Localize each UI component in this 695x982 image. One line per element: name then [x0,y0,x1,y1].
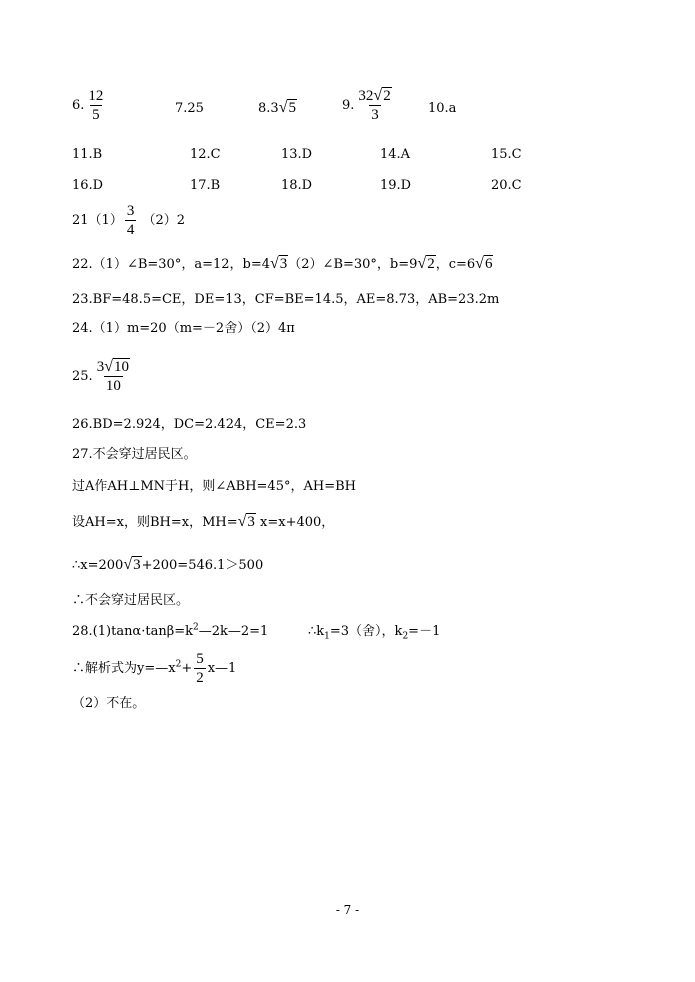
answer-27-line2: 过A作AH⊥MN于H，则∠ABH=45°，AH=BH [72,479,356,494]
answer-11: 11.B [72,147,103,162]
page-number: - 7 - [335,903,360,917]
answer-17: 17.B [190,178,221,193]
answer-15: 15.C [491,147,522,162]
answer-21: 21（1） $\frac{3}{4}$ （2）2 [72,203,186,238]
fraction-21: $\frac{3}{4}$ [126,203,135,238]
answer-9: 9. $\frac{32√2}{3}$ [342,88,396,123]
answer-16: 16.D [72,178,104,193]
answer-7: 7.25 [175,101,204,116]
answer-28-line1: $28.(1)\tan\alpha\cdot\tan\beta=k^2—2k—2=1$ [72,622,269,639]
fraction-6: $\frac{12}{5}$ [88,88,104,123]
answer-27-line5: ∴不会穿过居民区。 [72,593,190,608]
answer-14: 14.A [380,147,411,162]
fraction-9: $\frac{32√2}{3}$ [358,87,391,123]
answer-8: 8.3√5 [258,99,296,116]
answer-10: 10.a [428,101,457,116]
sqrt-5: √5 [278,99,296,116]
answer-26: 26.BD=2.924，DC=2.424，CE=2.3 [72,417,307,432]
answer-23: 23.BF=48.5=CE，DE=13，CF=BE=14.5，AE=8.73，AB=23.2m [72,292,500,307]
answer-20: 20.C [491,178,522,193]
answer-27-line4: ∴x=200√3+200=546.1＞500 [72,556,264,573]
answer-24: 24.（1）m=20（m=－2舍）（2）4π [72,321,295,336]
fraction-28: $\frac{5}{2}$ [196,651,204,686]
answer-13: 13.D [281,147,313,162]
answer-18: 18.D [281,178,313,193]
answer-6: 6. $\frac{12}{5}$ [72,88,104,123]
answer-12: 12.C [190,147,221,162]
answer-28-line2: ∴解析式为$y=—x^2+$ $\frac{5}{2}$ x—1 [72,651,237,686]
answer-28-roots: $\therefore k_1=3$（舍），$k_2=-1$ [308,624,441,642]
answer-25: 25. $\frac{3√10}{10}$ [72,359,134,394]
answer-27-line1: 27.不会穿过居民区。 [72,447,197,462]
fraction-25: $\frac{3√10}{10}$ [96,358,129,394]
answer-28-line3: （2）不在。 [72,696,146,711]
answer-27-line3: 设AH=x，则BH=x，MH=√3 x=x+400， [72,513,335,530]
answer-22: 22.（1）∠B=30°，a=12，b=4√3（2）∠B=30°，b=9√2，c=6√6 [72,255,493,272]
answer-19: 19.D [380,178,412,193]
